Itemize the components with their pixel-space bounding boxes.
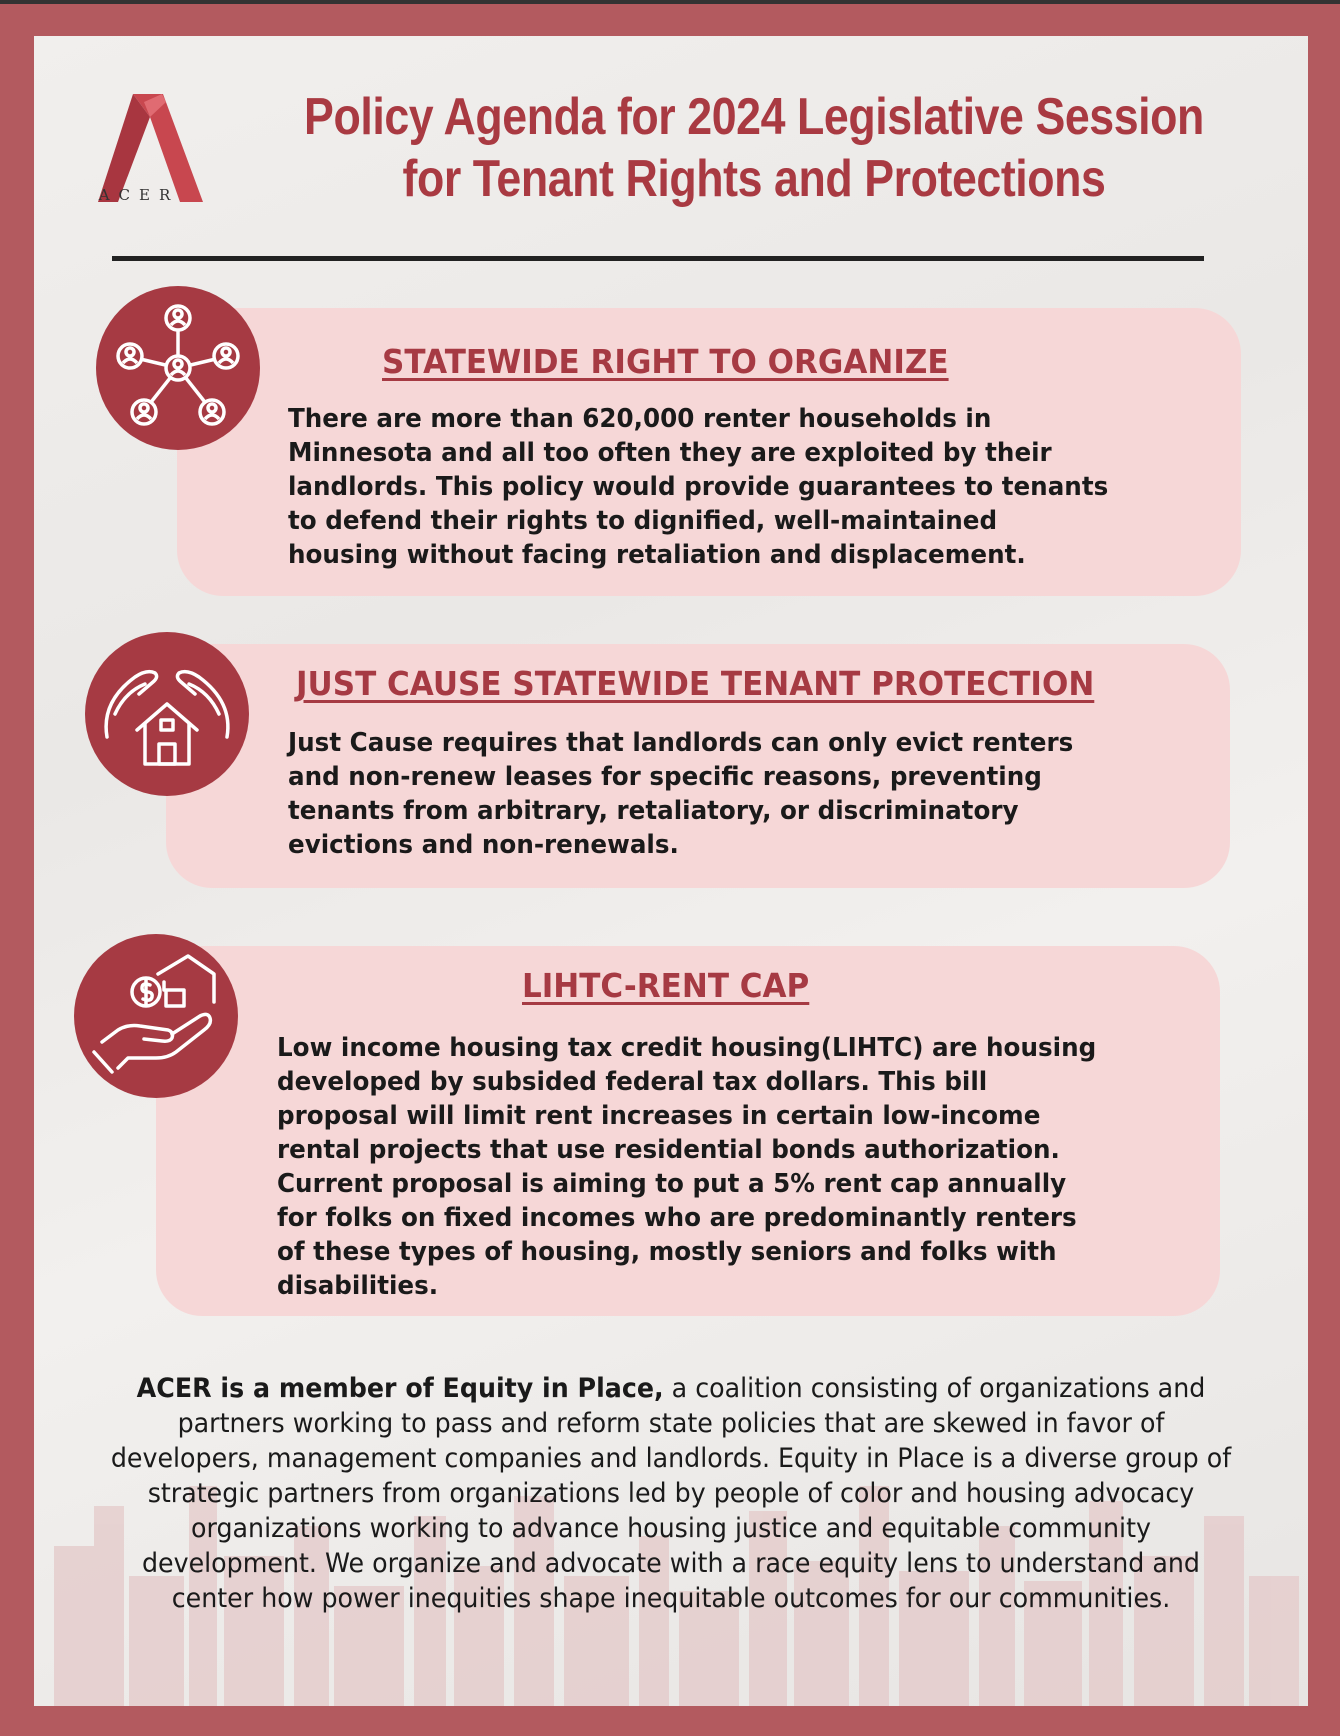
network-people-icon (96, 286, 260, 450)
title-line-2: for Tenant Rights and Protections (402, 150, 1106, 208)
policy-icon-circle-3 (74, 934, 238, 1098)
policy-title-3: LIHTC-RENT CAP (522, 966, 810, 1005)
policy-body-1: There are more than 620,000 renter households in Minnesota and all too often they are exploited by their landlords. This policy would provide guarantees to tenants to defend their rights to dignified, well-maintained housing without facing retaliation and displacement. (288, 404, 1109, 570)
flyer-page (34, 36, 1308, 1706)
coalition-statement (101, 1371, 1241, 1616)
coalition-text: a coalition consisting of organizations and partners working to pass and reform state policies that are skewed in favor of developers, management companies and landlords. Equity in Place is a diverse group of strategic partners from organizations led by people of color and housing advocacy organizations working to advance housing justice and equitable community development. We organize and advocate with a race equity lens to understand and center how power inequities shape inequitable outcomes for our communities. (110, 1373, 1232, 1614)
policy-icon-circle-2 (85, 632, 249, 796)
acer-logo-icon (78, 72, 208, 242)
page-title (285, 86, 1222, 210)
hand-house-dollar-icon (74, 934, 238, 1098)
logo-text: ACER (98, 186, 180, 204)
policy-icon-circle-1 (96, 286, 260, 450)
title-line-1: Policy Agenda for 2024 Legislative Session (304, 88, 1204, 146)
title-divider (112, 256, 1204, 261)
coalition-lead: ACER is a member of Equity in Place, (136, 1373, 664, 1404)
policy-body-2: Just Cause requires that landlords can only evict renters and non-renew leases for specific reasons, preventing tenants from arbitrary, retaliatory, or discriminatory evictions and non-renewals. (288, 728, 1074, 860)
policy-title-1: STATEWIDE RIGHT TO ORGANIZE (382, 342, 949, 381)
hands-protecting-house-icon (85, 632, 249, 796)
top-edge (0, 0, 1340, 4)
policy-body-3: Low income housing tax credit housing(LIHTC) are housing developed by subsided federal tax dollars. This bill proposal will limit rent increases in certain low-income rental projects that use residential bonds authorization. Current proposal is aiming to put a 5% rent cap annually for folks on fixed incomes who are predominantly renters of these types of housing, mostly seniors and folks with disabilities. (277, 1033, 1097, 1301)
policy-title-2: JUST CAUSE STATEWIDE TENANT PROTECTION (296, 664, 1095, 703)
